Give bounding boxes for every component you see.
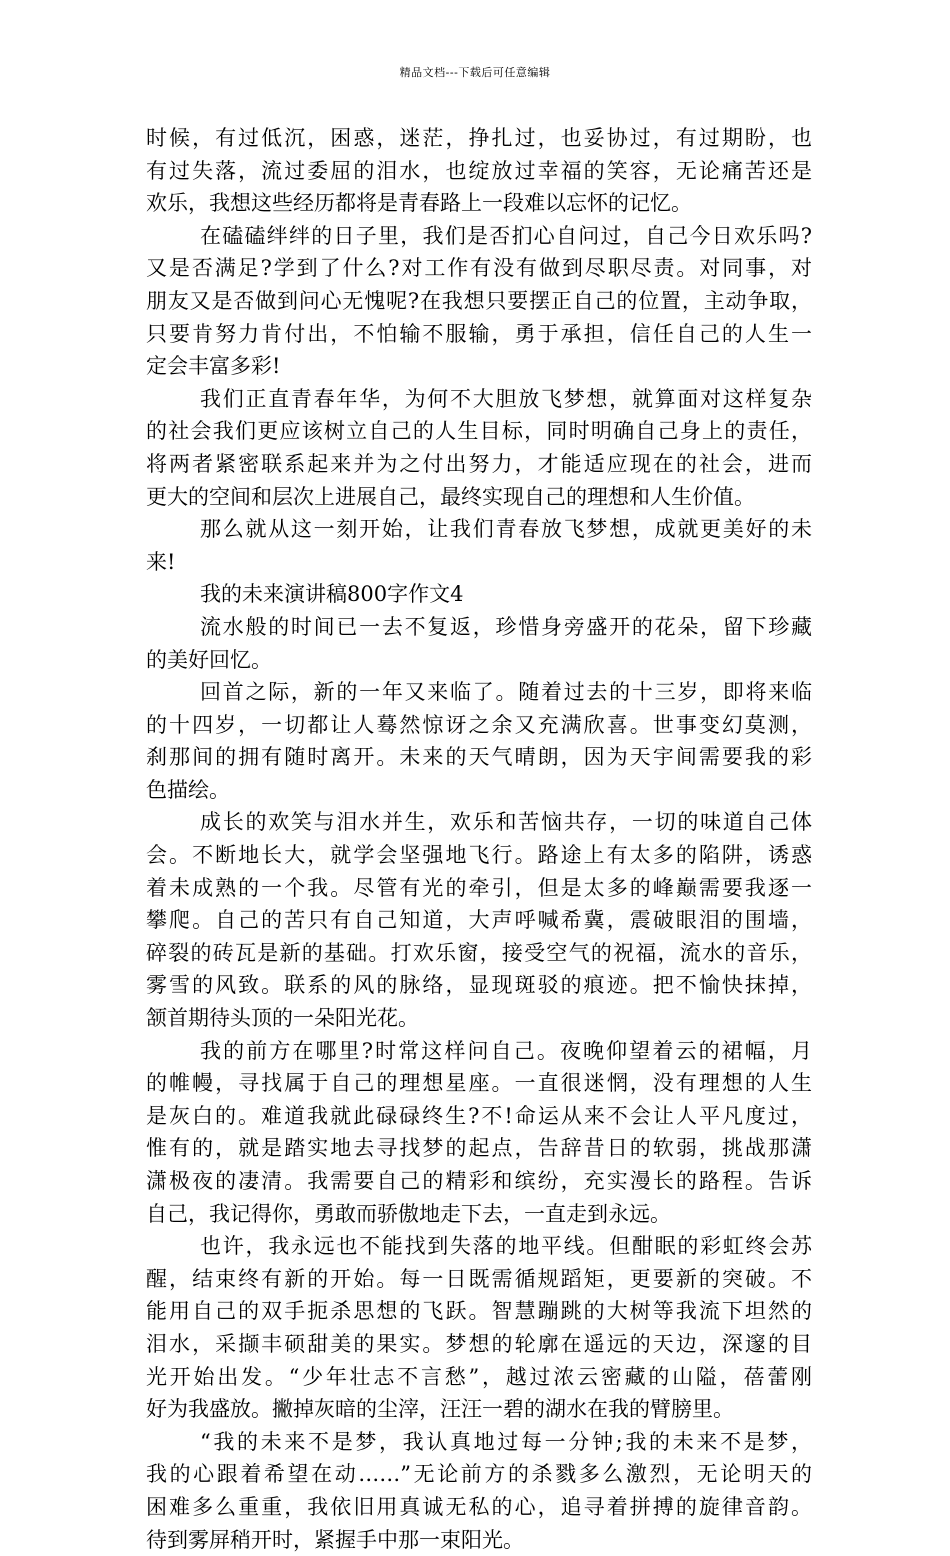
paragraph-line: 色描绘。 <box>146 777 230 802</box>
paragraph <box>146 513 812 578</box>
paragraph-line: 流水般的时间已一去不复返，珍惜身旁盛开的花朵，留下珍藏 <box>200 614 812 639</box>
paragraph-line: 定会丰富多彩! <box>146 354 281 379</box>
paragraph-line: 来! <box>146 549 176 574</box>
paragraph <box>146 611 812 676</box>
page-header: 精品文档---下载后可任意编辑 <box>399 66 551 79</box>
paragraph <box>146 1426 812 1556</box>
paragraph-line: 只要肯努力肯付出，不怕输不服输，勇于承担，信任自己的人生一 <box>146 321 812 346</box>
paragraph-line: 攀爬。自己的苦只有自己知道，大声呼喊希冀，震破眼泪的围墙， <box>146 908 812 933</box>
paragraph-line: 更大的空间和层次上进展自己，最终实现自己的理想和人生价值。 <box>146 484 755 509</box>
paragraph <box>146 578 812 611</box>
document-body <box>146 122 812 1556</box>
paragraph-line: 惟有的，就是踏实地去寻找梦的起点，告辞昔日的软弱，挑战那潇 <box>146 1136 812 1161</box>
paragraph-line: 光开始出发。“少年壮志不言愁”，越过浓云密藏的山隘，蓓蕾刚 <box>146 1364 812 1389</box>
paragraph-line: 欢乐，我想这些经历都将是青春路上一段难以忘怀的记忆。 <box>146 191 692 216</box>
paragraph-line: 刹那间的拥有随时离开。未来的天气晴朗，因为天宇间需要我的彩 <box>146 745 812 770</box>
paragraph-line: 我们正直青春年华，为何不大胆放飞梦想，就算面对这样复杂 <box>200 386 812 411</box>
paragraph-line: 着未成熟的一个我。尽管有光的牵引，但是太多的峰巅需要我逐一 <box>146 875 812 900</box>
paragraph-line: 能用自己的双手扼杀思想的飞跃。智慧蹦跳的大树等我流下坦然的 <box>146 1299 812 1324</box>
paragraph-line: 泪水，采撷丰硕甜美的果实。梦想的轮廓在遥远的天边，深邃的目 <box>146 1331 812 1356</box>
paragraph-line: 也许，我永远也不能找到失落的地平线。但酣眠的彩虹终会苏 <box>200 1234 812 1259</box>
paragraph-line: 醒，结束终有新的开始。每一日既需循规蹈矩，更要新的突破。不 <box>146 1266 812 1291</box>
paragraph-line: 雾雪的风致。联系的风的脉络，显现斑驳的痕迹。把不愉快抹掉， <box>146 973 812 998</box>
paragraph <box>146 122 812 220</box>
paragraph <box>146 1035 812 1231</box>
paragraph-line: “我的未来不是梦，我认真地过每一分钟;我的未来不是梦， <box>200 1429 812 1454</box>
paragraph-line: 颔首期待头顶的一朵阳光花。 <box>146 1006 419 1031</box>
paragraph <box>146 806 812 1034</box>
paragraph-line: 我的未来演讲稿800字作文4 <box>200 582 464 607</box>
paragraph <box>146 1230 812 1426</box>
paragraph-line: 自己，我记得你，勇敢而骄傲地走下去，一直走到永远。 <box>146 1201 671 1226</box>
paragraph <box>146 676 812 806</box>
paragraph-line: 潇极夜的凄清。我需要自己的精彩和缤纷，充实漫长的路程。告诉 <box>146 1169 812 1193</box>
paragraph-line: 时候，有过低沉，困惑，迷茫，挣扎过，也妥协过，有过期盼，也 <box>146 126 812 150</box>
paragraph <box>146 383 812 513</box>
paragraph-line: 的社会我们更应该树立自己的人生目标，同时明确自己身上的责任， <box>146 419 812 444</box>
paragraph-line: 又是否满足?学到了什么?对工作有没有做到尽职尽责。对同事，对 <box>146 256 812 281</box>
paragraph-line: 的帷幔，寻找属于自己的理想星座。一直很迷惘，没有理想的人生 <box>146 1071 812 1096</box>
paragraph-line: 将两者紧密联系起来并为之付出努力，才能适应现在的社会，进而 <box>146 451 812 476</box>
paragraph-line: 的美好回忆。 <box>146 647 272 672</box>
paragraph-line: 成长的欢笑与泪水并生，欢乐和苦恼共存，一切的味道自己体 <box>200 810 812 835</box>
paragraph-line: 待到雾屏稍开时，紧握手中那一束阳光。 <box>146 1527 524 1552</box>
paragraph-line: 的十四岁，一切都让人蓦然惊讶之余又充满欣喜。世事变幻莫测， <box>146 712 812 737</box>
paragraph-line: 我的前方在哪里?时常这样问自己。夜晚仰望着云的裙幅，月 <box>200 1038 812 1063</box>
paragraph-line: 回首之际，新的一年又来临了。随着过去的十三岁，即将来临 <box>200 680 812 705</box>
paragraph-line: 好为我盛放。撇掉灰暗的尘滓，汪汪一碧的湖水在我的臂膀里。 <box>146 1397 734 1422</box>
paragraph-line: 碎裂的砖瓦是新的基础。打欢乐窗，接受空气的祝福，流水的音乐， <box>146 940 812 965</box>
paragraph-line: 会。不断地长大，就学会坚强地飞行。路途上有太多的陷阱，诱惑 <box>146 843 812 868</box>
paragraph-line: 在磕磕绊绊的日子里，我们是否扪心自问过，自己今日欢乐吗? <box>200 223 812 248</box>
paragraph-line: 困难多么重重，我依旧用真诚无私的心，追寻着拼搏的旋律音韵。 <box>146 1494 812 1519</box>
paragraph-line: 我的心跟着希望在动……”无论前方的杀戮多么激烈，无论明天的 <box>146 1462 812 1487</box>
paragraph <box>146 220 812 383</box>
paragraph-line: 是灰白的。难道我就此碌碌终生?不!命运从来不会让人平凡度过， <box>146 1103 812 1128</box>
paragraph-line: 那么就从这一刻开始，让我们青春放飞梦想，成就更美好的未 <box>200 517 812 542</box>
paragraph-line: 朋友又是否做到问心无愧呢?在我想只要摆正自己的位置，主动争取， <box>146 288 812 313</box>
paragraph-line: 有过失落，流过委屈的泪水，也绽放过幸福的笑容，无论痛苦还是 <box>146 158 812 183</box>
